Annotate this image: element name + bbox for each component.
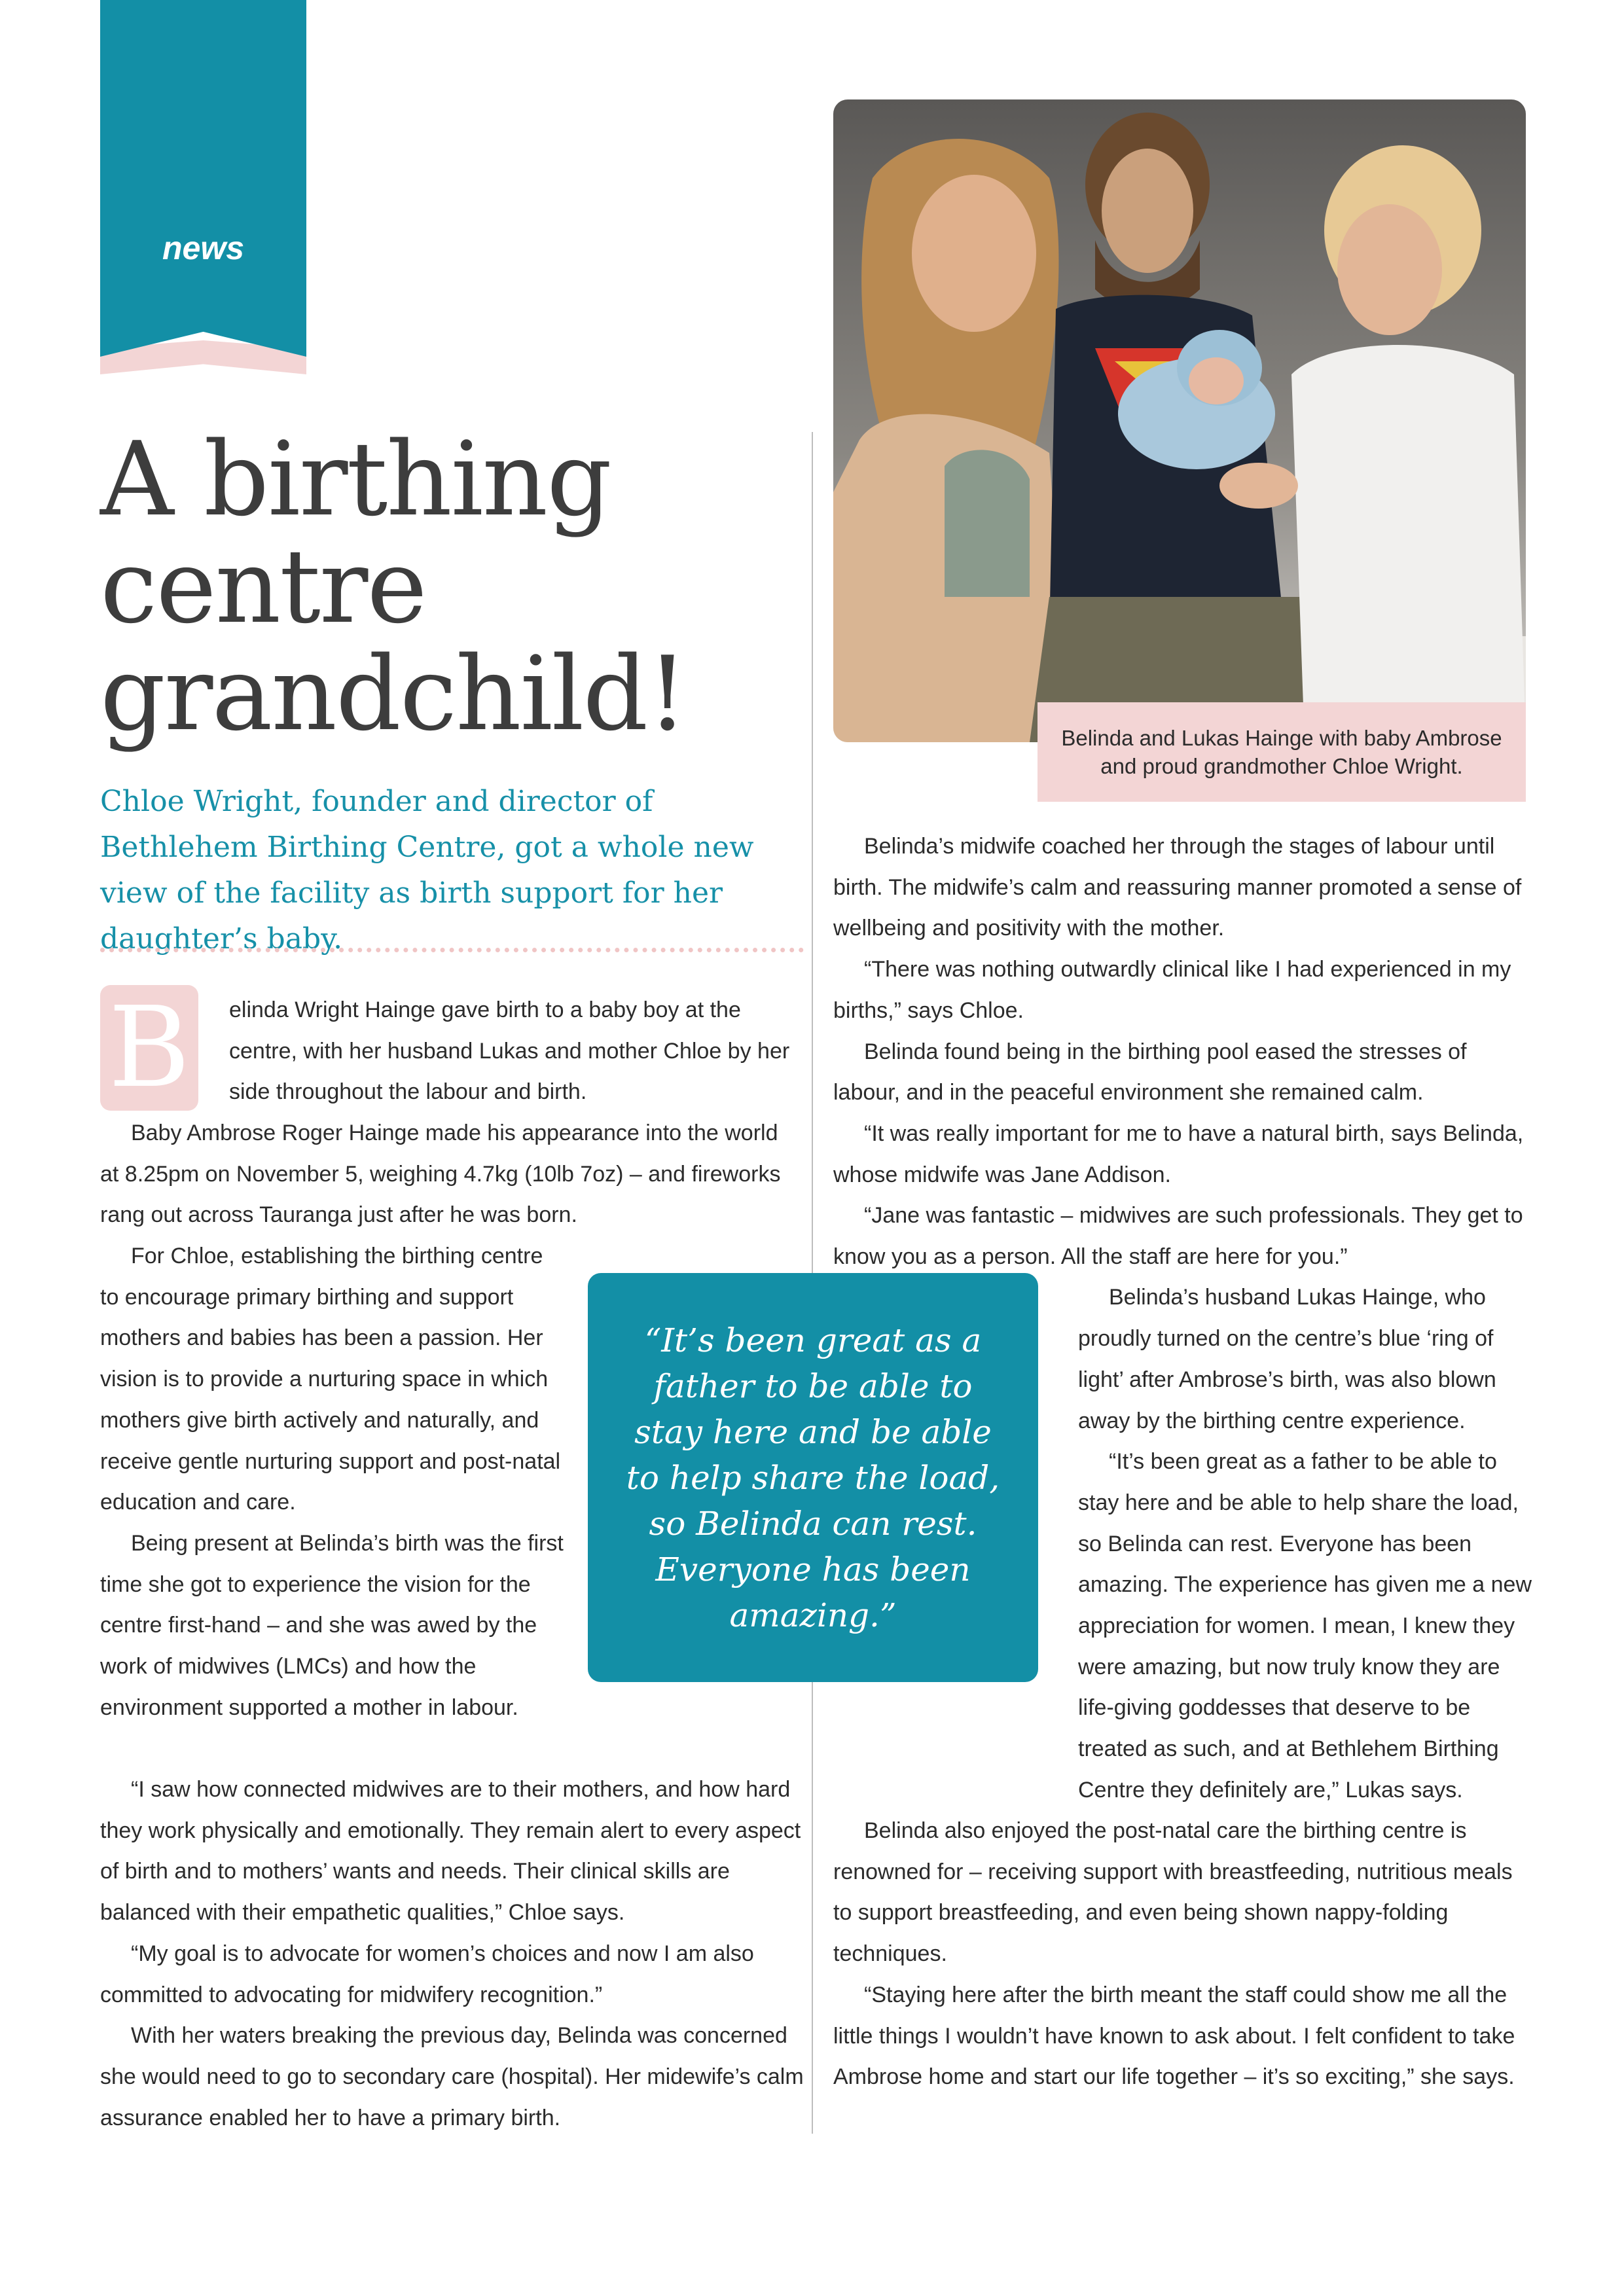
paragraph: Belinda’s husband Lukas Hainge, who proudly turned on the centre’s blue ‘ring of light’ after Ambrose’s birth, was also blown away by the birthing centre experience.: [1078, 1285, 1496, 1433]
headline: A birthing centre grandchild!: [100, 420, 687, 753]
pull-quote-text: “It’s been great as a father to be able to stay here and be able to help share the load, so Belinda can rest. Everyone has been amazing.”: [626, 1321, 1000, 1634]
right-column-bottom: [833, 1810, 1534, 2098]
right-column-top: [833, 826, 1534, 1195]
paragraph: Belinda found being in the birthing pool eased the stresses of labour, and in the peaceful environment she remained calm.: [833, 1039, 1467, 1105]
section-ribbon: [100, 0, 306, 357]
left-column-bottom: [100, 1769, 804, 2138]
paragraph: Belinda also enjoyed the post-natal care the birthing centre is renowned for – receiving support with breastfeeding, nutritious meals to support breastfeeding, and even being shown nappy-folding techniques.: [833, 1818, 1513, 1967]
paragraph: For Chloe, establishing the birthing centre to encourage primary birthing and support mothers and babies has been a passion. Her vision is to provide a nurturing space in which mothers give birth actively and naturally, and receive gentle nurturing support and post-natal education and care.: [100, 1244, 561, 1515]
caption-line-2: and proud grandmother Chloe Wright.: [1100, 754, 1463, 778]
intro-text: [229, 990, 805, 1113]
paragraph: Belinda’s midwife coached her through the stages of labour until birth. The midwife’s calm and reassuring manner promoted a sense of wellbeing and positivity with the mother.: [833, 834, 1522, 941]
section-label: news: [162, 230, 245, 266]
paragraph: “It’s been great as a father to be able to stay here and be able to help share the load, so Belinda can rest. Everyone has been amazing. The experience has given me a new appreciation for women. I mean, I knew they were amazing, but now truly know they are life-giving goddesses that deserve to be treated as such, and at Bethlehem Birthing Centre they definitely are,” Lukas says.: [1078, 1449, 1532, 1803]
paragraph: “Jane was fantastic – midwives are such professionals. They get to know you as a person. All the staff are here for you.”: [833, 1203, 1523, 1269]
paragraph: Baby Ambrose Roger Hainge made his appearance into the world at 8.25pm on November 5, weighing 4.7kg (10lb 7oz) – and fireworks rang out across Tauranga just after he was born.: [100, 1121, 781, 1228]
paragraph: With her waters breaking the previous day, Belinda was concerned she would need to go to secondary care (hospital). Her midewife’s calm assurance enabled her to have a primary birth.: [100, 2023, 804, 2130]
pull-quote: [588, 1273, 1038, 1682]
caption-line-1: Belinda and Lukas Hainge with baby Ambrose: [1061, 726, 1502, 750]
dotted-divider: [100, 948, 804, 952]
drop-cap: B: [100, 985, 198, 1111]
paragraph: “My goal is to advocate for women’s choices and now I am also committed to advocating for midwifery recognition.”: [100, 1941, 754, 2007]
paragraph: “Staying here after the birth meant the staff could show me all the little things I wouldn’t have known to ask about. I felt confident to take Ambrose home and start our life together – it’s so exciting,” she says.: [833, 1982, 1515, 2090]
paragraph: “It was really important for me to have a natural birth, says Belinda, whose midwife was Jane Addison.: [833, 1121, 1524, 1187]
paragraph: elinda Wright Hainge gave birth to a baby boy at the centre, with her husband Lukas and mother Chloe by her side throughout the labour and birth.: [229, 997, 790, 1105]
standfirst: Chloe Wright, founder and director of Bethlehem Birthing Centre, got a whole new view of the facility as birth support for her daughter’s baby.: [100, 785, 754, 956]
left-column-narrow: [100, 1236, 565, 1728]
left-column-top: [100, 1113, 801, 1236]
paragraph: “There was nothing outwardly clinical like I had experienced in my births,” says Chloe.: [833, 957, 1511, 1023]
family-photo: [833, 99, 1526, 742]
right-column-narrow: [833, 1195, 1536, 1811]
photo-caption: [1038, 702, 1526, 802]
paragraph: Being present at Belinda’s birth was the first time she got to experience the vision for the centre first-hand – and she was awed by the work of midwives (LMCs) and how the environment supported a mother in labour.: [100, 1530, 564, 1720]
paragraph: “I saw how connected midwives are to their mothers, and how hard they work physically and emotionally. They remain alert to every aspect of birth and to mothers’ wants and needs. Their clinical skills are balanced with their empathetic qualities,” Chloe says.: [100, 1777, 801, 1926]
